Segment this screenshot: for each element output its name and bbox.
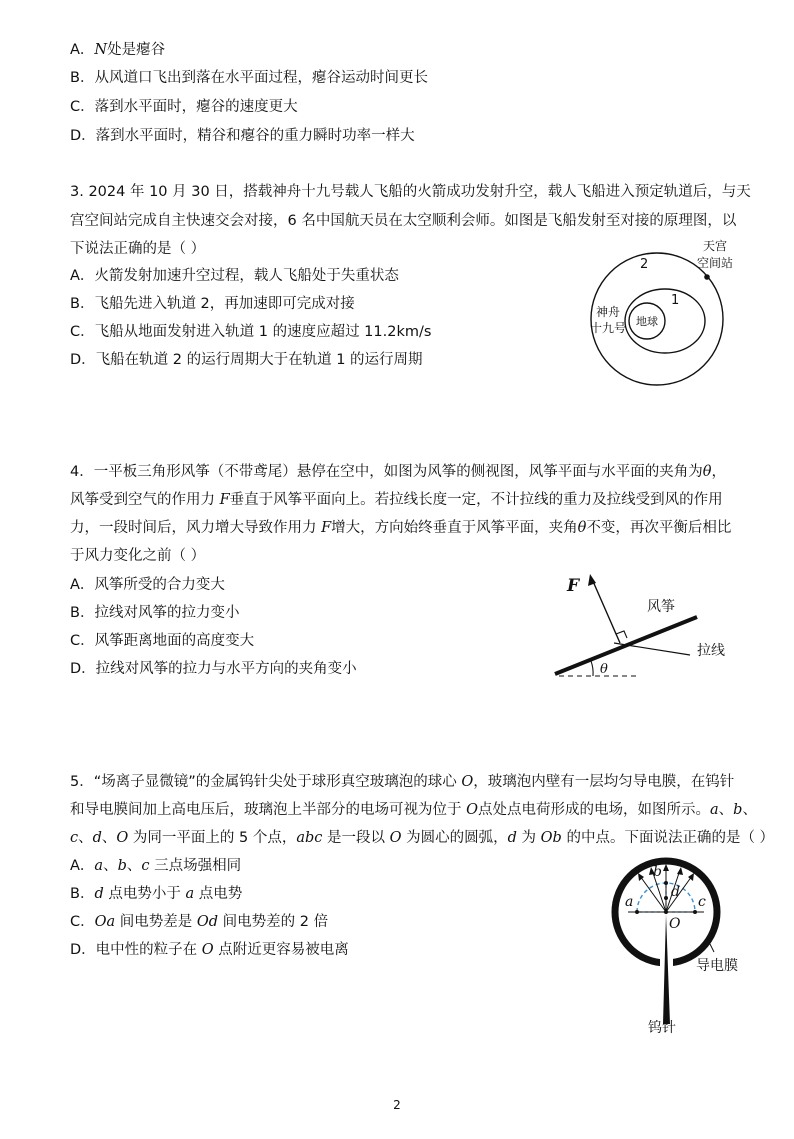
q4-option-b: B．拉线对风筝的拉力变小 [70, 605, 240, 621]
orbit-1-label: 1 [671, 293, 680, 308]
force-label: F [567, 576, 580, 596]
field-arrowhead-1 [663, 864, 669, 871]
q5-stem-line-3: c、d、O 为同一平面上的 5 个点，abc 是一段以 O 为圆心的圆弧，d 为 Ob 的中点。下面说法正确的是（ ） [70, 830, 775, 846]
q3-option-c: C．飞船从地面发射进入轨道 1 的速度应超过 11.2km/s [70, 324, 432, 340]
kite-label: 风筝 [647, 599, 675, 615]
q3-stem-line-2: 宫空间站完成自主快速交会对接，6 名中国航天员在太空顺利会师。如图是飞船发射至对接的原理图，以 [70, 213, 737, 229]
needle-label: 钨针 [648, 1020, 676, 1036]
q5-option-d: D．电中性的粒子在 O 点附近更容易被电离 [70, 942, 349, 958]
earth-label: 地球 [636, 315, 658, 328]
q3-orbit-figure [580, 232, 760, 387]
point-b [664, 881, 668, 885]
q4-kite-figure [545, 565, 745, 685]
q3-option-b: B．飞船先进入轨道 2，再加速即可完成对接 [70, 296, 355, 312]
film-label: 导电膜 [696, 958, 738, 974]
orbit-2-label: 2 [640, 257, 649, 272]
ship-label-line2: 十九号 [589, 321, 627, 335]
station-label-line2: 空间站 [696, 256, 734, 270]
point-c [693, 910, 697, 914]
point-d [664, 896, 668, 900]
q3-option-d: D．飞船在轨道 2 的运行周期大于在轨道 1 的运行周期 [70, 352, 423, 368]
q5-option-b: B．d 点电势小于 a 点电势 [70, 886, 243, 902]
q4-stem-line-2: 风筝受到空气的作用力 F垂直于风筝平面向上。若拉线长度一定，不计拉线的重力及拉线受到风的作用 [70, 492, 723, 508]
q4-option-a: A．风筝所受的合力变大 [70, 577, 225, 593]
q5-stem-line-2: 和导电膜间加上高电压后，玻璃泡上半部分的电场可视为位于 O点处点电荷形成的电场，如图所示。a、b、 [70, 802, 757, 818]
q5-option-c: C．Oa 间电势差是 Od 间电势差的 2 倍 [70, 914, 329, 930]
label-o: O [669, 916, 681, 932]
q4-stem-line-3: 力，一段时间后，风力增大导致作用力 F增大，方向始终垂直于风筝平面，夹角θ不变，再次平衡后相比 [70, 520, 732, 536]
q2-option-a: A．N处是瘪谷 [70, 42, 166, 58]
station-dot [704, 274, 710, 280]
q4-option-d: D．拉线对风筝的拉力与水平方向的夹角变小 [70, 661, 357, 677]
q3-stem-line-3: 下说法正确的是（ ） [70, 241, 206, 257]
label-c: c [698, 894, 706, 910]
string-label: 拉线 [697, 643, 725, 659]
q2-option-d: D．落到水平面时，精谷和瘪谷的重力瞬时功率一样大 [70, 128, 415, 144]
string-line [614, 643, 690, 655]
angle-label: θ [600, 662, 608, 677]
q5-stem-line-1: 5．“场离子显微镜”的金属钨针尖处于球形真空玻璃泡的球心 O，玻璃泡内壁有一层均匀导电膜，在钨针 [70, 774, 735, 790]
q5-field-ion-figure [600, 848, 790, 1048]
label-d: d [671, 884, 680, 900]
label-a: a [625, 894, 634, 910]
q2-option-b: B．从风道口飞出到落在水平面过程，瘪谷运动时间更长 [70, 70, 428, 86]
station-label-line1: 天宫 [702, 239, 728, 253]
field-line-4 [640, 876, 666, 912]
angle-arc [591, 661, 593, 676]
label-b: b [653, 864, 662, 880]
point-a [635, 910, 639, 914]
q3-option-a: A．火箭发射加速升空过程，载人飞船处于失重状态 [70, 268, 399, 284]
q2-option-c: C．落到水平面时，瘪谷的速度更大 [70, 99, 298, 115]
q4-stem-line-1: 4．一平板三角形风筝（不带鸢尾）悬停在空中，如图为风筝的侧视图，风筝平面与水平面的夹角为θ， [70, 464, 726, 480]
q5-option-a: A．a、b、c 三点场强相同 [70, 858, 242, 874]
q4-stem-line-4: 于风力变化之前（ ） [70, 548, 206, 564]
q3-stem-line-1: 3. 2024 年 10 月 30 日，搭载神舟十九号载人飞船的火箭成功发射升空，载人飞船进入预定轨道后，与天 [70, 184, 751, 200]
q4-option-c: C．风筝距离地面的高度变大 [70, 633, 255, 649]
page-number: 2 [393, 1098, 401, 1112]
point-o [664, 910, 668, 914]
field-arrowhead-5 [677, 867, 683, 875]
ship-label-line1: 神舟 [595, 305, 621, 319]
force-arrow-shaft [592, 579, 620, 643]
